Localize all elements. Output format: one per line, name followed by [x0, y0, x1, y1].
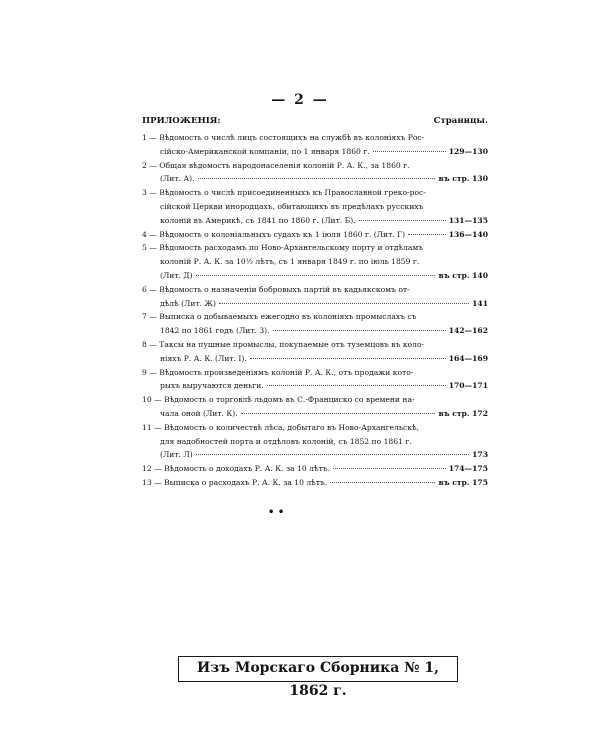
appendix-entry [142, 228, 488, 242]
dot-leader [273, 330, 446, 331]
dot-leader [267, 385, 446, 386]
dot-leader [330, 482, 435, 483]
entry-page: 136—140 [448, 229, 488, 239]
source-footer: Изъ Морскаго Сборника № 1, 1862 г. [178, 656, 458, 682]
entry-page: 129—130 [448, 146, 488, 156]
entry-text: 6 — Вѣдомость о назначеніи бобровыхъ партій въ кадьякскомъ от- [142, 284, 410, 294]
entry-text: для надобностей порта и отдѣловъ колоній, съ 1852 по 1861 г. [160, 436, 412, 446]
dot-leader [198, 178, 436, 179]
appendices-title: ПРИЛОЖЕНІЯ: [142, 116, 221, 126]
entry-line [142, 297, 488, 311]
entry-line [142, 352, 488, 366]
entry-text: 9 — Вѣдомость произведеніямъ колоній Р. А. К., отъ продажи кото- [142, 367, 414, 377]
appendix-entry [142, 421, 488, 462]
appendix-entry [142, 366, 488, 394]
entry-text: ніяхъ Р. А. К. (Лит. І). [160, 353, 247, 363]
dot-leader [219, 303, 469, 304]
entry-page: 142—162 [448, 326, 488, 336]
entry-line [142, 421, 488, 435]
entry-text: 2 — Общая вѣдомость народонаселенія колоній Р. А. К., за 1860 г. [142, 160, 410, 170]
dot-leader [408, 234, 446, 235]
dot-leader [333, 468, 446, 469]
entry-line [142, 435, 488, 449]
entry-page: въ стр. 140 [438, 270, 488, 280]
entry-page: 170—171 [448, 381, 488, 391]
appendix-entry [142, 310, 488, 338]
dot-leader [359, 220, 446, 221]
dot-leader [196, 275, 436, 276]
entry-page: въ стр. 130 [438, 174, 488, 184]
entry-text: сійско-Американской компаніи, по 1 января 1860 г. [160, 146, 370, 156]
entry-line [142, 186, 488, 200]
appendix-entry [142, 159, 488, 187]
entry-text: колоній въ Америкѣ, съ 1841 по 1860 г. (Лит. Б). [160, 215, 356, 225]
entry-line [142, 393, 488, 407]
entry-line [142, 200, 488, 214]
appendix-entry [142, 241, 488, 282]
entry-line [142, 255, 488, 269]
entry-text: (Лит. Л) [160, 450, 193, 460]
entry-page: 131—135 [448, 215, 488, 225]
dot-leader [250, 358, 446, 359]
entry-line [142, 172, 488, 186]
appendix-list [142, 131, 488, 490]
appendix-entry [142, 338, 488, 366]
entry-text: 13 — Выписка о расходахъ Р. А. К. за 10 лѣтъ. [142, 477, 328, 487]
entry-text: (Лит. Д) [160, 270, 193, 280]
dot-leader [196, 454, 469, 455]
entry-text: 10 — Вѣдомость о торговлѣ льдомъ въ С.-Франциско со времени на- [142, 395, 415, 405]
appendix-entry [142, 186, 488, 227]
dot-leader [241, 413, 436, 414]
entry-text: колоній Р. А. К. за 10½ лѣтъ, съ 1 января 1849 г. по іюль 1859 г. [160, 257, 420, 267]
entry-text: 1842 по 1861 годъ (Лит. З). [160, 326, 270, 336]
entry-page: 173 [472, 450, 488, 460]
entry-line [142, 228, 488, 242]
appendix-entry [142, 462, 488, 476]
entry-line [142, 310, 488, 324]
entry-line [142, 269, 488, 283]
entry-line [142, 462, 488, 476]
entry-line [142, 283, 488, 297]
entry-line [142, 379, 488, 393]
entry-text: 1 — Вѣдомость о числѣ лицъ состоящихъ на службѣ въ колоніяхъ Рос- [142, 133, 425, 142]
entry-page: 164—169 [448, 353, 488, 363]
entry-line [142, 324, 488, 338]
entry-text: чала оной (Лит. К). [160, 408, 238, 418]
entry-line [142, 476, 488, 490]
entry-line [142, 338, 488, 352]
pages-column-label: Страницы. [433, 116, 488, 126]
entry-line [142, 366, 488, 380]
entry-page: въ стр. 175 [438, 477, 488, 487]
entry-line [142, 448, 488, 462]
entry-text: (Лит. А). [160, 174, 195, 184]
entry-text: дѣлѣ (Лит. Ж) [160, 298, 216, 308]
appendix-entry [142, 476, 488, 490]
ornament: • • [268, 507, 285, 518]
entry-text: 7 — Выписка о добываемыхъ ежегодно въ колоніяхъ промыслахъ съ [142, 312, 417, 322]
entry-text: 12 — Вѣдомость о доходахъ Р. А. К. за 10 лѣтъ. [142, 464, 331, 474]
dot-leader [373, 151, 446, 152]
entry-text: сійской Церкви инородцахъ, обитающихъ въ предѣлахъ русскихъ [160, 201, 424, 211]
appendix-entry [142, 393, 488, 421]
page-number: — 2 — [271, 92, 329, 108]
entry-text: 11 — Вѣдомость о количествѣ лѣса, добытаго въ Ново-Архангельскѣ, [142, 422, 419, 432]
entry-text: 8 — Таксы на пушные промыслы, покупаемые отъ туземцовъ въ коло- [142, 339, 425, 349]
contents-header [142, 116, 488, 126]
entry-line [142, 131, 488, 145]
entry-line [142, 214, 488, 228]
entry-text: 4 — Вѣдомость о колоніальныхъ судахъ къ 1 іюля 1860 г. (Лит. Г) [142, 229, 406, 239]
entry-text: 5 — Вѣдомость расходамъ по Ново-Архангельскому порту и отдѣламъ [142, 243, 424, 253]
entry-page: 141 [472, 298, 488, 308]
entry-page: 174—175 [448, 464, 488, 474]
entry-text: рыхъ выручаются деньги. [160, 381, 264, 391]
entry-page: въ стр. 172 [438, 408, 488, 418]
entry-line [142, 159, 488, 173]
entry-text: 3 — Вѣдомость о числѣ присоединенныхъ къ Православной греко-рос- [142, 188, 426, 198]
appendix-entry [142, 131, 488, 159]
appendix-entry [142, 283, 488, 311]
entry-line [142, 241, 488, 255]
entry-line [142, 145, 488, 159]
entry-line [142, 407, 488, 421]
